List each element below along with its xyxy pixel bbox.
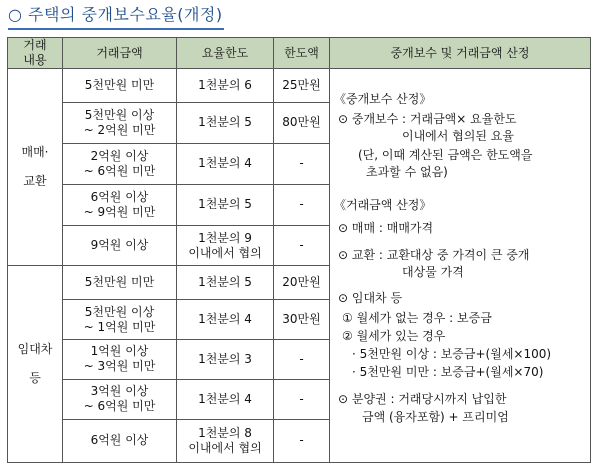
row-group-lease: 임대차 등 bbox=[8, 266, 63, 463]
title-underline bbox=[8, 28, 224, 30]
header-rate-limit: 요율한도 bbox=[177, 38, 274, 69]
note-line: 이내에서 협의된 요율 bbox=[402, 129, 514, 143]
note-line: 대상물 가격 bbox=[402, 265, 464, 279]
rate-cell: 1천분의 5 bbox=[177, 184, 274, 225]
row-group-sale-exchange: 매매· 교환 bbox=[8, 69, 63, 266]
limit-cell: - bbox=[274, 379, 330, 419]
amount-cell: 2억원 이상 ~ 6억원 미만 bbox=[63, 143, 177, 184]
note-line: ① 월세가 없는 경우 : 보증금 bbox=[342, 311, 492, 325]
limit-cell: - bbox=[274, 184, 330, 225]
amount-cell: 6억원 이상 bbox=[63, 419, 177, 462]
fee-rate-table bbox=[7, 37, 591, 463]
rate-cell: 1천분의 5 bbox=[177, 102, 274, 143]
amount-cell: 3억원 이상 ~ 6억원 미만 bbox=[63, 379, 177, 419]
note-line: ⊙ 분양권 : 거래당시까지 납입한 bbox=[338, 392, 507, 406]
calculation-notes bbox=[330, 69, 591, 463]
table-header-row bbox=[8, 38, 591, 69]
header-fee-cap: 한도액 bbox=[274, 38, 330, 69]
note-line: 금액 (융자포함) + 프리미엄 bbox=[362, 410, 509, 424]
rate-cell: 1천분의 6 bbox=[177, 69, 274, 103]
note-line: ⊙ 교환 : 교환대상 중 가격이 큰 중개 bbox=[338, 248, 530, 262]
note-line: ⊙ 매매 : 매매가격 bbox=[338, 221, 434, 235]
amount-cell: 5천만원 미만 bbox=[63, 69, 177, 103]
amount-cell: 5천만원 미만 bbox=[63, 266, 177, 300]
amount-cell: 9억원 이상 bbox=[63, 225, 177, 266]
rate-cell: 1천분의 8 이내에서 협의 bbox=[177, 419, 274, 462]
header-transaction-amount: 거래금액 bbox=[63, 38, 177, 69]
limit-cell: - bbox=[274, 340, 330, 380]
rate-cell: 1천분의 4 bbox=[177, 379, 274, 419]
rate-cell: 1천분의 9 이내에서 협의 bbox=[177, 225, 274, 266]
limit-cell: - bbox=[274, 143, 330, 184]
note-line: · 5천만원 미만 : 보증금+(월세×70) bbox=[352, 365, 544, 379]
limit-cell: - bbox=[274, 225, 330, 266]
table-row bbox=[8, 69, 591, 103]
note-line: 《중개보수 산정》 bbox=[334, 92, 432, 106]
header-calculation: 중개보수 및 거래금액 산정 bbox=[330, 38, 591, 69]
amount-cell: 5천만원 이상 ~ 2억원 미만 bbox=[63, 102, 177, 143]
limit-cell: - bbox=[274, 419, 330, 462]
rate-cell: 1천분의 3 bbox=[177, 340, 274, 380]
limit-cell: 80만원 bbox=[274, 102, 330, 143]
note-line: ⊙ 임대차 등 bbox=[338, 291, 403, 305]
note-line: 《거래금액 산정》 bbox=[334, 198, 432, 212]
note-line: · 5천만원 이상 : 보증금+(월세×100) bbox=[352, 347, 552, 361]
note-line: ② 월세가 있는 경우 bbox=[342, 329, 446, 343]
note-line: (단, 이때 계산된 금액은 한도액을 bbox=[358, 148, 533, 162]
rate-cell: 1천분의 4 bbox=[177, 143, 274, 184]
rate-cell: 1천분의 5 bbox=[177, 266, 274, 300]
limit-cell: 20만원 bbox=[274, 266, 330, 300]
limit-cell: 25만원 bbox=[274, 69, 330, 103]
rate-cell: 1천분의 4 bbox=[177, 300, 274, 340]
note-line: ⊙ 중개보수 : 거래금액× 요율한도 bbox=[338, 112, 517, 126]
amount-cell: 1억원 이상 ~ 3억원 미만 bbox=[63, 340, 177, 380]
limit-cell: 30만원 bbox=[274, 300, 330, 340]
note-line: 초과할 수 없음) bbox=[366, 165, 448, 179]
header-transaction-type: 거래 내용 bbox=[8, 38, 63, 69]
amount-cell: 5천만원 이상 ~ 1억원 미만 bbox=[63, 300, 177, 340]
amount-cell: 6억원 이상 ~ 9억원 미만 bbox=[63, 184, 177, 225]
page-title: ○ 주택의 중개보수요율(개정) bbox=[8, 5, 223, 24]
